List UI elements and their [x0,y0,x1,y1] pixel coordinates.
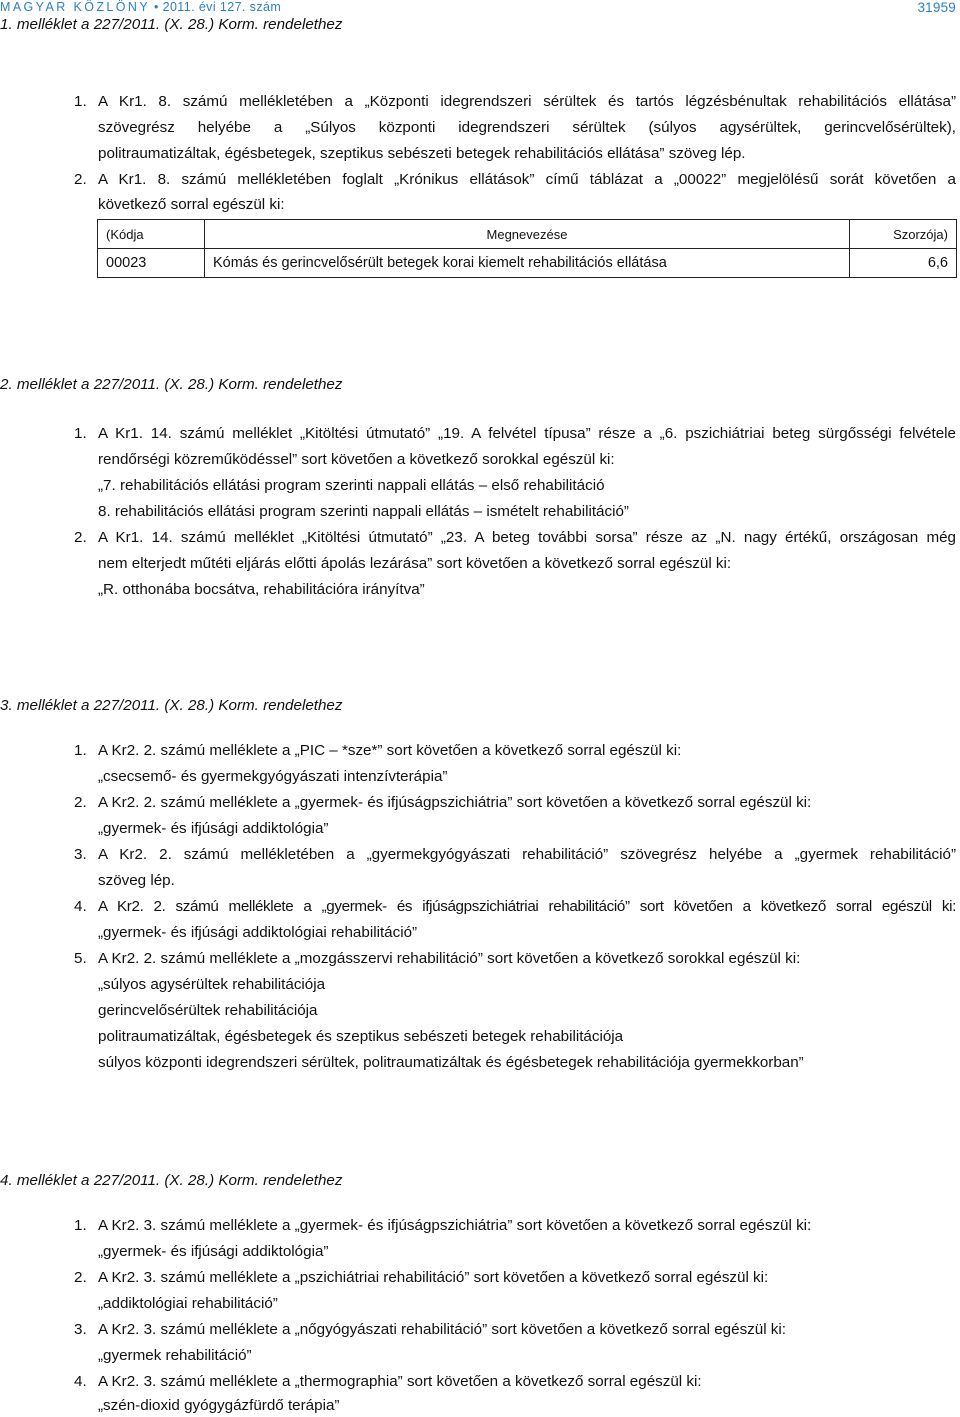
item-text-line: „7. rehabilitációs ellátási program szerinti nappali ellátás – első rehabilitáció [98,477,605,494]
item-text-line: A Kr2. 3. számú melléklete a „nőgyógyászati rehabilitáció” sort követően a következő sorral egészül ki: [98,1321,786,1338]
item-text-line: „addiktológiai rehabilitáció” [98,1295,278,1312]
item-text-line: 8. rehabilitációs ellátási program szerinti nappali ellátás – ismételt rehabilitáció” [98,503,629,520]
item-text-line: A Kr2. 2. számú melléklete a „mozgásszervi rehabilitáció” sort követően a következő sorokkal egészül ki: [98,950,801,967]
item-text-line: „gyermek- és ifjúsági addiktológia” [98,1243,329,1260]
item-text-line: A Kr2. 3. számú melléklete a „thermographia” sort követően a következő sorral egészül ki: [98,1373,702,1390]
item-number: 3. [74,1321,87,1338]
item-text-line: „súlyos agysérültek rehabilitációja [98,976,326,993]
item-text-line: „szén-dioxid gyógygázfürdő terápia” [98,1397,340,1414]
annex-2-title: 2. melléklet a 227/2011. (X. 28.) Korm. rendelethez [0,376,343,393]
item-number: 1. [74,1217,87,1234]
item-text-line: „gyermek- és ifjúsági addiktológia” [98,820,329,837]
item-text-line: „R. otthonába bocsátva, rehabilitációra irányítva” [98,581,425,598]
item-text-line: rendőrségi közreműködéssel” sort követően a következő sorokkal egészül ki: [98,451,615,468]
item-text-line: „gyermek- és ifjúsági addiktológiai rehabilitáció” [98,924,418,941]
item-number: 5. [74,950,87,967]
item-number: 1. [74,425,87,442]
item-text-line: A Kr2. 2. számú melléklete a „gyermek- és ifjúságpszichiátriai rehabilitáció” sort követően a következő sorral egészül ki: [98,898,956,915]
item-text-line: súlyos központi idegrendszeri sérültek, politraumatizáltak és égésbetegek rehabilitációja gyermekkorban” [98,1054,804,1071]
annex-1-title: 1. melléklet a 227/2011. (X. 28.) Korm. rendelethez [0,16,343,33]
item-number: 2. [74,1269,87,1286]
header-code: (Kódja [98,220,205,249]
item-number: 1. [74,742,87,759]
item-text-line: következő sorral egészül ki: [98,196,285,213]
item-text-line: politraumatizáltak, égésbetegek és szeptikus sebészeti betegek rehabilitációja [98,1028,624,1045]
header-bullet: • [153,0,159,14]
item-number: 4. [74,898,87,915]
item-text-line: „csecsemő- és gyermekgyógyászati intenzívterápia” [98,768,448,785]
item-text-line: politraumatizáltak, égésbetegek, szeptikus sebészeti betegek rehabilitációs ellátása” szöveg lép. [98,145,746,162]
item-text-line: A Kr1. 8. számú mellékletében foglalt „Krónikus ellátások” című táblázat a „00022” megjelölésű sorát követően a [98,171,956,188]
item-number: 3. [74,846,87,863]
header-multiplier: Szorzója) [850,220,957,249]
item-text-line: A Kr2. 3. számú melléklete a „gyermek- és ifjúságpszichiátria” sort követően a következő sorral egészül ki: [98,1217,812,1234]
header-name: Megnevezése [205,220,850,249]
running-head [0,0,281,14]
item-number: 2. [74,794,87,811]
page-header [0,0,956,16]
annex-4-title: 4. melléklet a 227/2011. (X. 28.) Korm. rendelethez [0,1172,343,1189]
item-text-line: szöveg lép. [98,872,175,889]
item-text-line: A Kr1. 8. számú mellékletében a „Központi idegrendszeri sérültek és tartós légzésbénultak rehabilitációs ellátása” [98,93,956,110]
item-text-line: A Kr2. 2. számú melléklete a „PIC – *sze*” sort követően a következő sorral egészül ki: [98,742,682,759]
annex-3-title: 3. melléklet a 227/2011. (X. 28.) Korm. rendelethez [0,697,343,714]
item-text-line: A Kr2. 2. számú mellékletében a „gyermekgyógyászati rehabilitáció” szövegrész helyébe a „gyermek rehabilitáció” [98,846,956,863]
table-row [98,249,957,278]
item-number: 4. [74,1373,87,1390]
journal-title: MAGYAR KÖZLÖNY [0,0,151,14]
cell-name: Kómás és gerincvelősérült betegek korai kiemelt rehabilitációs ellátása [205,249,850,278]
table-header-row [98,220,957,249]
item-text-line: A Kr2. 2. számú melléklete a „gyermek- és ifjúságpszichiátria” sort követően a következő sorral egészül ki: [98,794,812,811]
item-text-line: „gyermek rehabilitáció” [98,1347,252,1364]
item-text-line: A Kr1. 14. számú melléklet „Kitöltési útmutató” „23. A beteg további sorsa” része az „N. nagy értékű, országosan még [98,529,956,546]
cell-multiplier: 6,6 [850,249,957,278]
kronikus-ellatasok-table [97,219,957,278]
item-text-line: A Kr2. 3. számú melléklete a „pszichiátriai rehabilitáció” sort követően a következő sorral egészül ki: [98,1269,769,1286]
item-text-line: A Kr1. 14. számú melléklet „Kitöltési útmutató” „19. A felvétel típusa” része a „6. pszichiátriai beteg sürgősségi felvétele [98,425,956,442]
item-text-line: szövegrész helyébe a „Súlyos központi idegrendszeri sérültek (súlyos agysérültek, gerincvelősérültek), [98,119,956,136]
item-text-line: gerincvelősérültek rehabilitációja [98,1002,318,1019]
item-number: 2. [74,529,87,546]
page-number: 31959 [917,0,956,15]
item-number: 1. [74,93,87,110]
item-number: 2. [74,171,87,188]
cell-code: 00023 [98,249,205,278]
item-text-line: nem elterjedt műtéti eljárás előtti ápolás lezárása” sort követően a következő sorral egészül ki: [98,555,732,572]
issue-number: 2011. évi 127. szám [162,0,282,14]
